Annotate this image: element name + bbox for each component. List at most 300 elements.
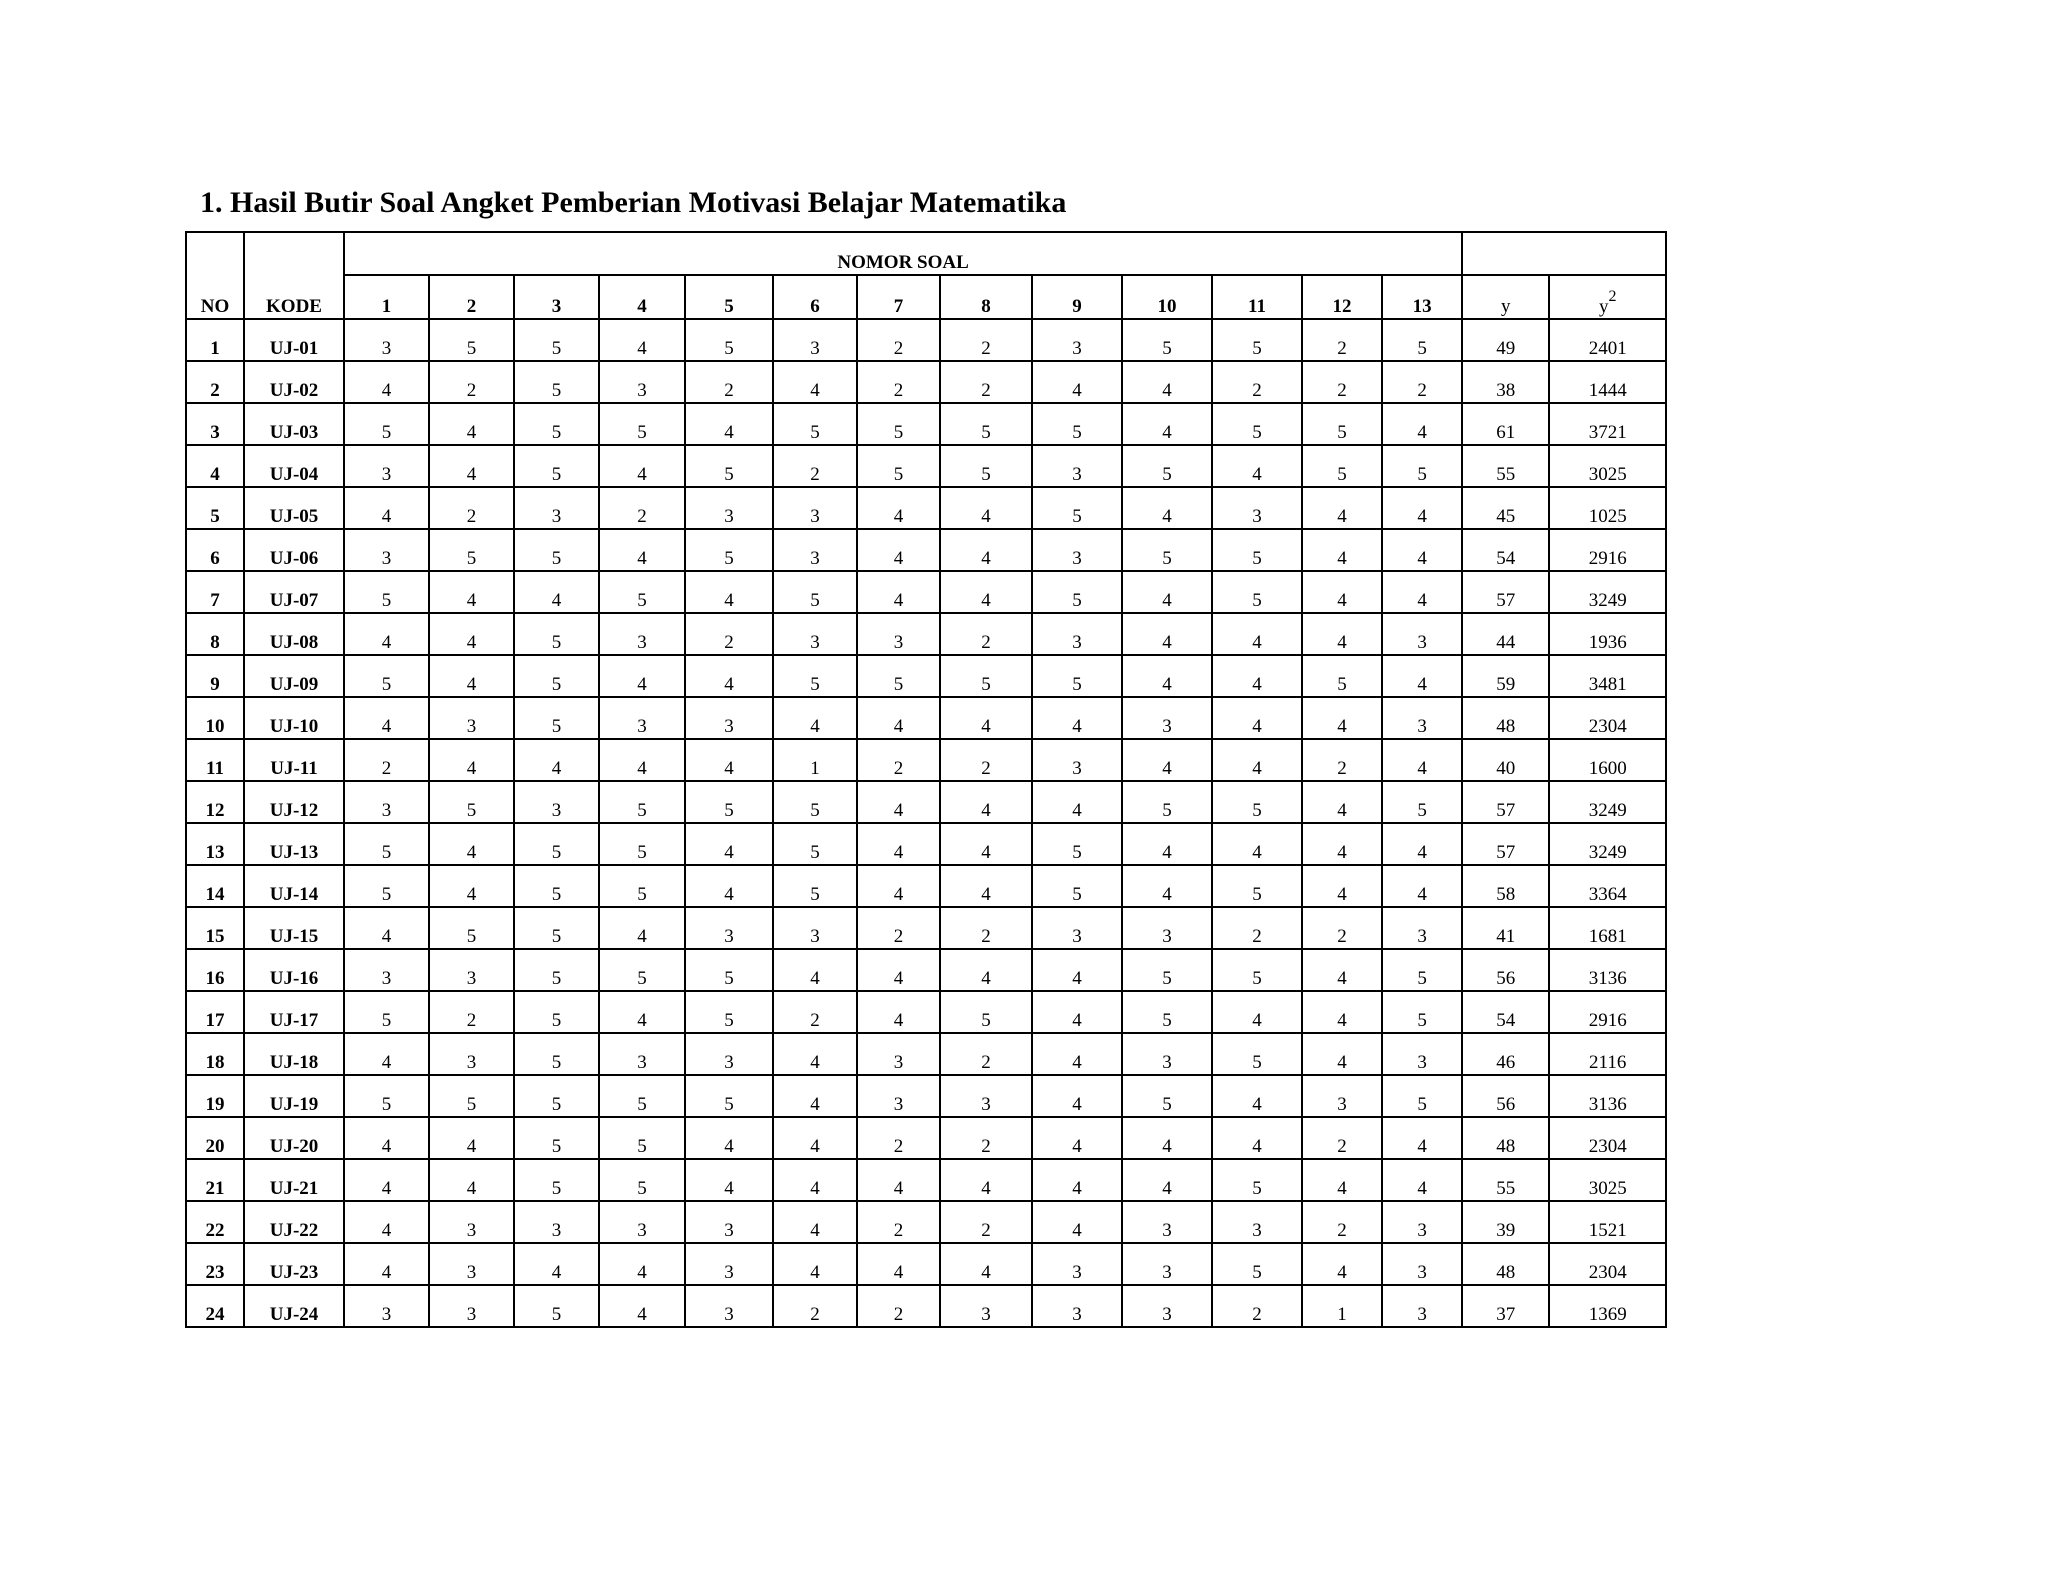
score-cell: 2 [599,487,685,529]
score-cell: 5 [685,949,773,991]
score-cell: 4 [1382,529,1462,571]
score-cell: 4 [1302,697,1382,739]
header-kode: KODE [244,275,344,319]
score-cell: 5 [514,865,599,907]
row-y-squared: 2304 [1549,1243,1666,1285]
score-cell: 4 [940,823,1032,865]
score-cell: 3 [857,1075,940,1117]
score-cell: 5 [773,571,857,613]
score-cell: 5 [1382,949,1462,991]
table-row [186,823,1666,865]
score-cell: 2 [1212,907,1302,949]
row-kode: UJ-12 [244,781,344,823]
score-cell: 4 [1212,823,1302,865]
row-no: 15 [186,907,244,949]
score-cell: 5 [1032,865,1122,907]
score-cell: 4 [429,613,514,655]
score-cell: 3 [429,1201,514,1243]
score-cell: 2 [1302,361,1382,403]
score-cell: 4 [773,1201,857,1243]
score-cell: 4 [1302,781,1382,823]
row-y-total: 49 [1462,319,1549,361]
row-y-total: 44 [1462,613,1549,655]
score-cell: 4 [773,949,857,991]
row-no: 3 [186,403,244,445]
score-cell: 5 [1212,1033,1302,1075]
score-cell: 3 [773,613,857,655]
table-row [186,1117,1666,1159]
table-row [186,907,1666,949]
score-cell: 5 [1212,529,1302,571]
header-item-8: 8 [940,275,1032,319]
score-cell: 4 [1032,781,1122,823]
score-cell: 5 [685,319,773,361]
row-no: 8 [186,613,244,655]
table-row [186,319,1666,361]
score-cell: 5 [344,655,429,697]
table-row [186,1075,1666,1117]
score-cell: 5 [1212,865,1302,907]
score-cell: 4 [1122,823,1212,865]
score-cell: 4 [1212,739,1302,781]
score-cell: 4 [857,823,940,865]
score-cell: 2 [344,739,429,781]
row-y-total: 56 [1462,1075,1549,1117]
score-cell: 5 [685,991,773,1033]
row-y-squared: 1521 [1549,1201,1666,1243]
table-row [186,655,1666,697]
row-kode: UJ-06 [244,529,344,571]
row-y-total: 48 [1462,1117,1549,1159]
score-cell: 3 [1032,739,1122,781]
score-cell: 5 [685,445,773,487]
table-row [186,1033,1666,1075]
row-y-total: 54 [1462,529,1549,571]
row-kode: UJ-23 [244,1243,344,1285]
table-row [186,697,1666,739]
header-item-7: 7 [857,275,940,319]
score-cell: 3 [1122,907,1212,949]
score-cell: 5 [940,445,1032,487]
row-y-total: 54 [1462,991,1549,1033]
score-cell: 4 [685,571,773,613]
header-y-top-blank [1462,232,1666,275]
row-y-total: 48 [1462,697,1549,739]
score-cell: 4 [773,697,857,739]
score-cell: 5 [599,823,685,865]
score-cell: 4 [773,1117,857,1159]
row-y-total: 57 [1462,823,1549,865]
score-cell: 2 [857,1201,940,1243]
row-no: 12 [186,781,244,823]
score-cell: 4 [514,571,599,613]
score-cell: 3 [773,529,857,571]
row-y-squared: 1369 [1549,1285,1666,1327]
score-cell: 4 [1032,1159,1122,1201]
score-cell: 4 [1032,361,1122,403]
score-cell: 4 [1122,655,1212,697]
score-cell: 4 [344,1201,429,1243]
score-cell: 3 [599,1201,685,1243]
score-cell: 2 [1302,319,1382,361]
score-cell: 5 [1032,403,1122,445]
row-kode: UJ-10 [244,697,344,739]
score-cell: 4 [940,571,1032,613]
score-cell: 4 [1302,1033,1382,1075]
score-cell: 4 [1122,487,1212,529]
score-cell: 4 [1212,613,1302,655]
score-cell: 4 [1032,991,1122,1033]
score-cell: 4 [344,1033,429,1075]
header-item-4: 4 [599,275,685,319]
score-cell: 4 [1302,949,1382,991]
score-cell: 4 [1122,1159,1212,1201]
score-cell: 5 [940,655,1032,697]
score-cell: 4 [1032,1075,1122,1117]
score-cell: 4 [773,1033,857,1075]
score-cell: 4 [1122,739,1212,781]
score-cell: 5 [429,781,514,823]
score-cell: 5 [940,403,1032,445]
row-y-total: 37 [1462,1285,1549,1327]
row-no: 5 [186,487,244,529]
score-cell: 5 [514,1285,599,1327]
row-no: 9 [186,655,244,697]
score-cell: 4 [1382,487,1462,529]
row-kode: UJ-08 [244,613,344,655]
row-kode: UJ-01 [244,319,344,361]
row-y-squared: 2916 [1549,991,1666,1033]
score-cell: 4 [599,1285,685,1327]
row-y-squared: 3249 [1549,571,1666,613]
table-row [186,991,1666,1033]
score-cell: 4 [1382,865,1462,907]
score-cell: 4 [773,1075,857,1117]
header-y-squared-exponent: 2 [1608,287,1617,305]
score-cell: 2 [685,613,773,655]
score-cell: 2 [1302,1117,1382,1159]
score-cell: 3 [1032,613,1122,655]
score-cell: 5 [1122,781,1212,823]
row-kode: UJ-07 [244,571,344,613]
table-row [186,1243,1666,1285]
row-no: 22 [186,1201,244,1243]
score-cell: 5 [514,445,599,487]
score-cell: 2 [940,1033,1032,1075]
table-row [186,1201,1666,1243]
row-y-total: 59 [1462,655,1549,697]
score-cell: 4 [599,655,685,697]
score-cell: 4 [1302,991,1382,1033]
score-cell: 5 [1212,949,1302,991]
score-cell: 5 [344,865,429,907]
score-cell: 4 [429,403,514,445]
header-item-12: 12 [1302,275,1382,319]
score-cell: 2 [773,1285,857,1327]
header-no-top-blank [186,232,244,275]
score-cell: 5 [514,319,599,361]
score-cell: 1 [1302,1285,1382,1327]
score-cell: 3 [429,697,514,739]
score-cell: 3 [344,529,429,571]
row-no: 6 [186,529,244,571]
score-cell: 2 [857,907,940,949]
score-cell: 5 [1122,445,1212,487]
row-y-total: 61 [1462,403,1549,445]
score-cell: 4 [1302,613,1382,655]
row-y-squared: 3025 [1549,1159,1666,1201]
score-cell: 4 [429,571,514,613]
table-row [186,487,1666,529]
score-cell: 5 [1302,403,1382,445]
row-no: 21 [186,1159,244,1201]
table-row [186,739,1666,781]
score-cell: 3 [1382,907,1462,949]
score-cell: 2 [857,1285,940,1327]
score-cell: 2 [940,1201,1032,1243]
row-y-squared: 2116 [1549,1033,1666,1075]
score-cell: 5 [599,403,685,445]
score-cell: 4 [940,529,1032,571]
score-cell: 4 [940,865,1032,907]
score-cell: 5 [514,697,599,739]
header-item-1: 1 [344,275,429,319]
score-cell: 3 [685,1201,773,1243]
score-cell: 4 [344,613,429,655]
score-cell: 3 [1032,529,1122,571]
score-cell: 2 [857,1117,940,1159]
score-cell: 5 [429,1075,514,1117]
row-y-squared: 3249 [1549,823,1666,865]
row-y-total: 41 [1462,907,1549,949]
score-cell: 2 [940,1117,1032,1159]
row-kode: UJ-24 [244,1285,344,1327]
score-cell: 5 [599,949,685,991]
score-cell: 3 [1382,697,1462,739]
score-cell: 4 [1302,529,1382,571]
score-cell: 2 [773,991,857,1033]
header-nomor-soal: NOMOR SOAL [344,232,1462,275]
header-y-squared-base: y [1598,296,1609,317]
score-cell: 3 [429,1033,514,1075]
row-y-squared: 3025 [1549,445,1666,487]
score-cell: 4 [1212,991,1302,1033]
row-y-total: 45 [1462,487,1549,529]
row-y-total: 57 [1462,781,1549,823]
row-kode: UJ-15 [244,907,344,949]
table-row [186,403,1666,445]
score-cell: 3 [685,487,773,529]
row-kode: UJ-13 [244,823,344,865]
row-y-total: 55 [1462,1159,1549,1201]
score-cell: 4 [685,655,773,697]
score-cell: 4 [1122,865,1212,907]
score-cell: 4 [1302,823,1382,865]
score-cell: 5 [773,403,857,445]
score-cell: 2 [1302,1201,1382,1243]
row-kode: UJ-03 [244,403,344,445]
row-y-squared: 1681 [1549,907,1666,949]
score-cell: 3 [344,319,429,361]
score-cell: 3 [1382,1201,1462,1243]
row-y-total: 57 [1462,571,1549,613]
score-cell: 4 [685,403,773,445]
score-cell: 3 [1382,1243,1462,1285]
score-cell: 4 [1032,1201,1122,1243]
score-cell: 3 [940,1285,1032,1327]
row-no: 23 [186,1243,244,1285]
score-cell: 5 [1382,319,1462,361]
row-y-squared: 3249 [1549,781,1666,823]
table-row [186,1159,1666,1201]
score-cell: 4 [1382,571,1462,613]
score-cell: 4 [773,361,857,403]
row-y-squared: 1936 [1549,613,1666,655]
header-no: NO [186,275,244,319]
row-y-total: 39 [1462,1201,1549,1243]
score-cell: 5 [344,1075,429,1117]
score-cell: 2 [940,319,1032,361]
score-cell: 3 [685,907,773,949]
score-cell: 4 [1212,1075,1302,1117]
score-cell: 4 [1212,445,1302,487]
score-cell: 4 [1212,697,1302,739]
row-no: 11 [186,739,244,781]
score-table [185,231,1667,1328]
score-cell: 5 [1122,1075,1212,1117]
table-row [186,445,1666,487]
score-cell: 4 [1382,739,1462,781]
row-y-squared: 1025 [1549,487,1666,529]
score-cell: 3 [1032,907,1122,949]
score-cell: 4 [429,1159,514,1201]
score-cell: 2 [857,739,940,781]
score-cell: 5 [773,781,857,823]
score-cell: 5 [940,991,1032,1033]
row-no: 20 [186,1117,244,1159]
table-row [186,529,1666,571]
score-cell: 5 [514,655,599,697]
row-no: 13 [186,823,244,865]
score-cell: 4 [1302,487,1382,529]
row-y-squared: 3136 [1549,1075,1666,1117]
score-cell: 3 [429,1285,514,1327]
score-cell: 5 [857,655,940,697]
row-kode: UJ-16 [244,949,344,991]
row-kode: UJ-11 [244,739,344,781]
score-cell: 4 [1032,1117,1122,1159]
score-cell: 4 [429,445,514,487]
score-cell: 5 [1212,319,1302,361]
header-row [186,275,1666,319]
score-cell: 4 [599,445,685,487]
score-cell: 5 [1212,1159,1302,1201]
score-cell: 4 [685,739,773,781]
score-cell: 4 [429,739,514,781]
row-no: 24 [186,1285,244,1327]
table-row [186,1285,1666,1327]
score-cell: 2 [429,361,514,403]
score-cell: 5 [429,319,514,361]
score-cell: 3 [685,1243,773,1285]
score-cell: 4 [1382,1117,1462,1159]
score-cell: 5 [1032,655,1122,697]
score-cell: 4 [599,907,685,949]
score-cell: 4 [1032,949,1122,991]
score-cell: 3 [1032,319,1122,361]
score-cell: 5 [773,865,857,907]
header-row-top [186,232,1666,275]
score-cell: 5 [599,1075,685,1117]
score-cell: 5 [1122,319,1212,361]
score-cell: 5 [429,907,514,949]
score-cell: 5 [1382,991,1462,1033]
score-cell: 4 [857,991,940,1033]
score-cell: 4 [599,1243,685,1285]
row-y-squared: 3364 [1549,865,1666,907]
score-cell: 3 [1212,487,1302,529]
row-kode: UJ-20 [244,1117,344,1159]
score-cell: 4 [599,319,685,361]
score-cell: 5 [1032,487,1122,529]
score-cell: 4 [857,571,940,613]
row-kode: UJ-05 [244,487,344,529]
score-cell: 3 [773,319,857,361]
score-cell: 3 [1382,1285,1462,1327]
score-cell: 5 [344,991,429,1033]
score-cell: 5 [514,1033,599,1075]
score-cell: 3 [344,1285,429,1327]
score-cell: 1 [773,739,857,781]
score-cell: 4 [857,1243,940,1285]
row-no: 4 [186,445,244,487]
score-cell: 3 [857,613,940,655]
row-kode: UJ-22 [244,1201,344,1243]
score-cell: 5 [685,781,773,823]
row-kode: UJ-17 [244,991,344,1033]
score-cell: 3 [344,445,429,487]
score-cell: 4 [857,697,940,739]
score-cell: 5 [599,781,685,823]
row-no: 19 [186,1075,244,1117]
score-cell: 3 [940,1075,1032,1117]
score-cell: 5 [514,361,599,403]
row-y-squared: 1600 [1549,739,1666,781]
score-cell: 3 [599,361,685,403]
score-cell: 4 [940,487,1032,529]
score-cell: 4 [1032,697,1122,739]
score-cell: 4 [940,697,1032,739]
table-row [186,949,1666,991]
score-cell: 3 [1212,1201,1302,1243]
score-cell: 3 [514,781,599,823]
score-cell: 4 [773,1243,857,1285]
score-cell: 5 [1302,445,1382,487]
score-cell: 5 [514,991,599,1033]
score-cell: 4 [514,739,599,781]
score-cell: 3 [1122,1285,1212,1327]
score-cell: 5 [429,529,514,571]
score-cell: 4 [1122,403,1212,445]
row-no: 14 [186,865,244,907]
row-no: 2 [186,361,244,403]
score-cell: 4 [1212,655,1302,697]
score-cell: 2 [429,487,514,529]
score-cell: 5 [773,655,857,697]
score-cell: 3 [514,487,599,529]
row-kode: UJ-21 [244,1159,344,1201]
score-cell: 3 [1122,697,1212,739]
